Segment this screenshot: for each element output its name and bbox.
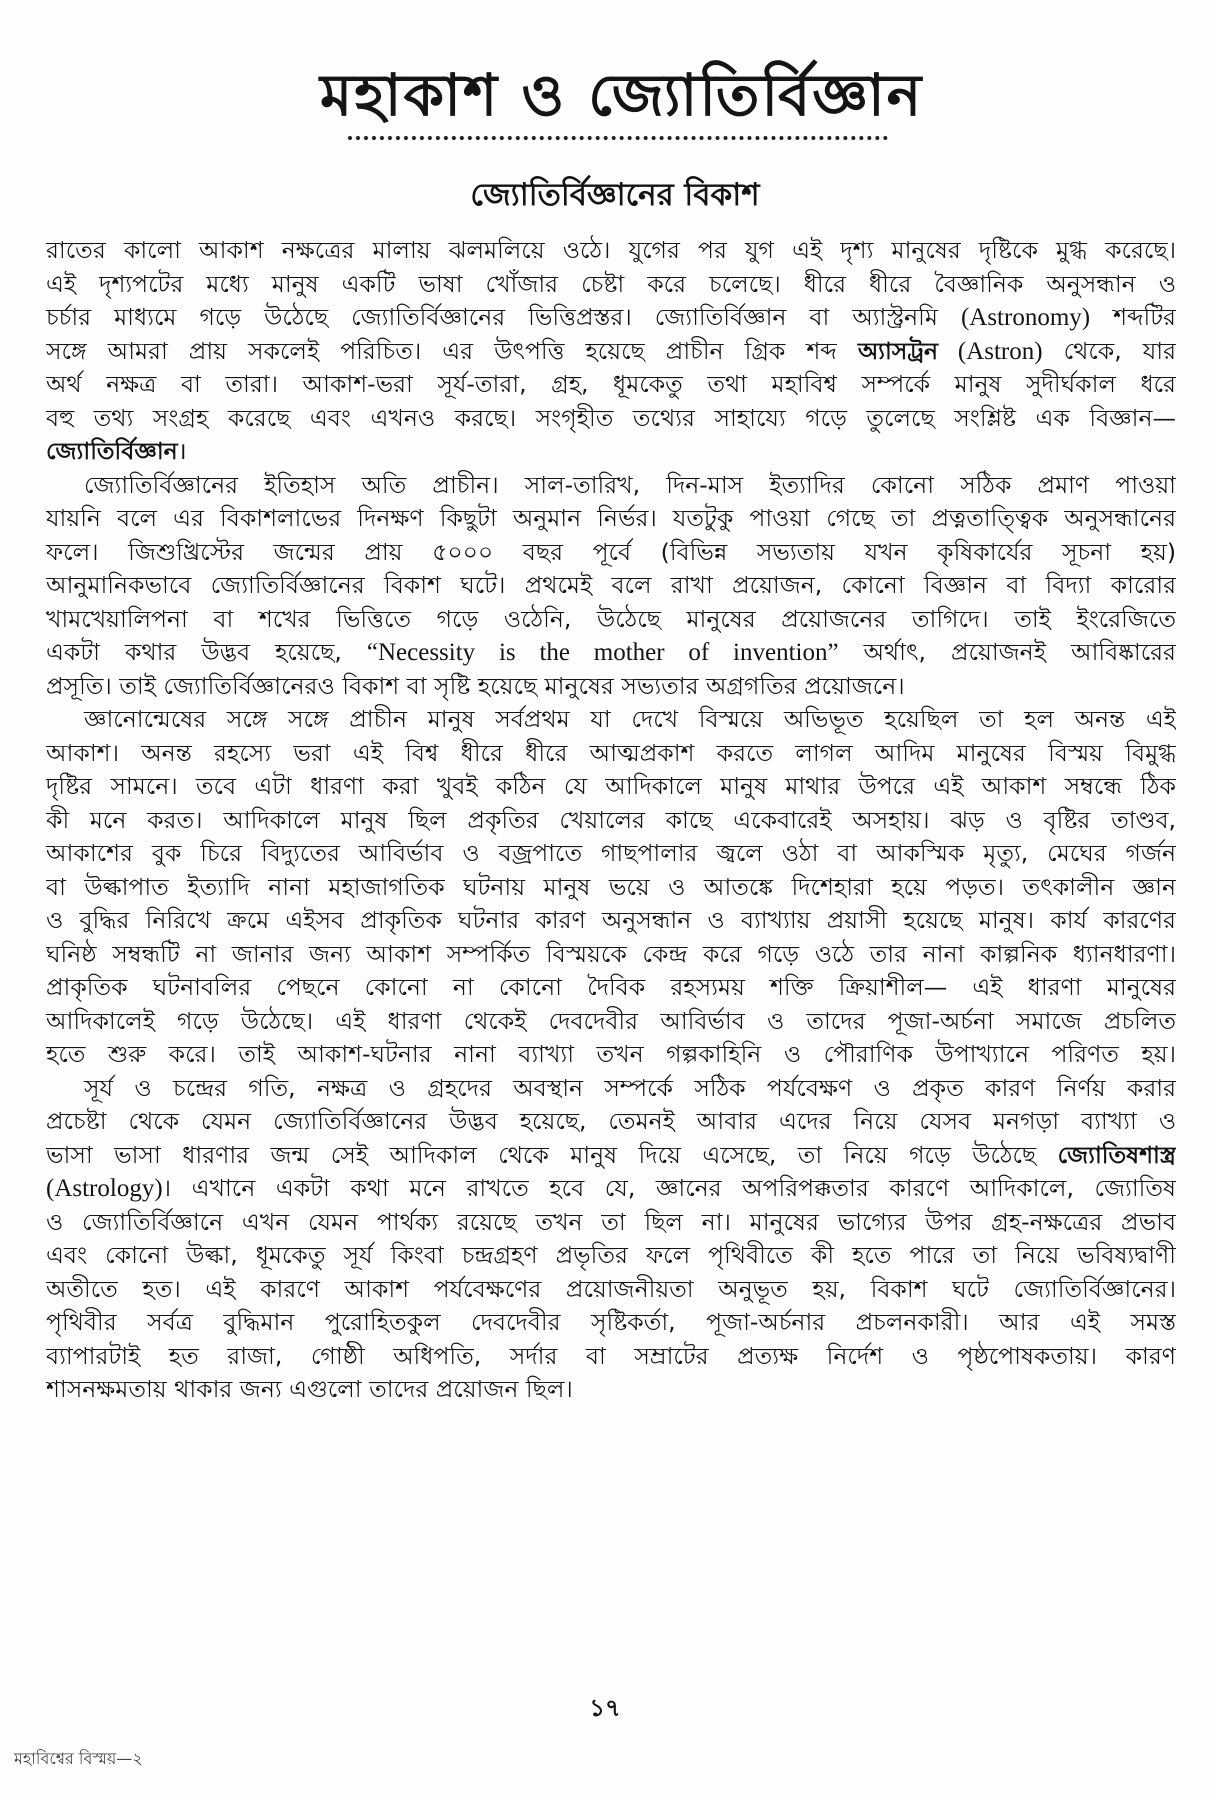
line-text: আকাশ। অনন্ত রহস্যে ভরা এই বিশ্ব ধীরে ধীরে আত্মপ্রকাশ করতে লাগল আদিম মানুষের বিস্ময় বিমুগ্ধ — [46, 738, 1176, 767]
line-text: অর্থ নক্ষত্র বা তারা। আকাশ-ভরা সূর্য-তারা, গ্রহ, ধূমকেতু তথা মহাবিশ্ব সম্পর্কে মানুষ সুদীর্ঘকাল ধরে — [46, 370, 1176, 398]
text-line — [46, 871, 1176, 905]
line-text: খামখেয়ালিপনা বা শখের ভিত্তিতে গড়ে ওঠেনি, উঠেছে মানুষের প্রয়োজনের তাগিদে। তাই ইংরেজিতে — [46, 604, 1176, 633]
line-text: ও জ্যোতির্বিজ্ঞানে এখন যেমন পার্থক্য রয়েছে তখন তা ছিল না। মানুষের ভাগ্যের উপর গ্রহ-নক্ষত্রের প্রভাব — [46, 1207, 1176, 1236]
text-line — [46, 1373, 1176, 1407]
line-text: এবং কোনো উল্কা, ধূমকেতু সূর্য কিংবা চন্দ্রগ্রহণ প্রভৃতির ফলে পৃথিবীতে কী হতে পারে তা নিয়ে ভবিষ্যদ্বাণী — [46, 1241, 1176, 1269]
text-line — [46, 1139, 1176, 1173]
english-term: (Astrology) — [46, 1175, 163, 1202]
chapter-title: মহাকাশ ও জ্যোতির্বিজ্ঞান — [320, 61, 924, 129]
text-line — [46, 837, 1176, 871]
text-line — [46, 301, 1176, 335]
line-text: ব্যাপারটাই হত রাজা, গোষ্ঠী অধিপতি, সর্দার বা সম্রাটের প্রত্যক্ষ নির্দেশ ও পৃষ্ঠপোষকতায়। কারণ — [46, 1341, 1176, 1370]
text-line — [46, 1273, 1176, 1307]
text-line — [46, 268, 1176, 302]
text-line — [46, 1306, 1176, 1340]
line-text: আদিকালেই গড়ে উঠেছে। এই ধারণা থেকেই দেবদেবীর আবির্ভাব ও তাদের পূজা-অর্চনা সমাজে প্রচলিত — [46, 1006, 1176, 1035]
line-text: ভাসা ভাসা ধারণার জন্ম সেই আদিকাল থেকে মানুষ দিয়ে এসেছে, তা নিয়ে গড়ে উঠেছে — [46, 1140, 1058, 1169]
text-line — [46, 469, 1176, 503]
line-text: বহু তথ্য সংগ্রহ করেছে এবং এখনও করছে। সংগৃহীত তথ্যের সাহায্যে গড়ে তুলেছে সংশ্লিষ্ট এক বিজ্ঞান— — [46, 403, 1176, 432]
text-line — [46, 703, 1176, 737]
text-line — [46, 502, 1176, 536]
line-text: দৃষ্টির সামনে। তবে এটা ধারণা করা খুবই কঠিন যে আদিকালে মানুষ মাথার উপরে এই আকাশ সম্বন্ধে ঠিক — [46, 772, 1176, 800]
line-text: কী মনে করত। আদিকালে মানুষ ছিল প্রকৃতির খেয়ালের কাছে একেবারেই অসহায়। ঝড় ও বৃষ্টির তাণ্ডব, — [46, 805, 1176, 834]
text-line — [46, 234, 1176, 268]
text-line — [46, 435, 1176, 469]
text-line — [46, 1172, 1176, 1206]
bold-term: জ্যোতিষশাস্ত্র — [1057, 1140, 1176, 1169]
text-line — [46, 636, 1176, 670]
line-text: হতে শুরু করে। তাই আকাশ-ঘটনার নানা ব্যাখ্যা তখন গল্পকাহিনি ও পৌরাণিক উপাখ্যানে পরিণত হয়। — [46, 1040, 1176, 1068]
line-text: আকাশের বুক চিরে বিদ্যুতের আবির্ভাব ও বজ্রপাতে গাছপালার জ্বলে ওঠা বা আকস্মিক মৃত্যু, মেঘের গর্জন — [46, 839, 1176, 867]
text-line — [46, 1005, 1176, 1039]
text-line — [46, 938, 1176, 972]
line-text: ঘনিষ্ঠ সম্বন্ধটি না জানার জন্য আকাশ সম্পর্কিত বিস্ময়কে কেন্দ্র করে গড়ে ওঠে তার নানা কাল্পনিক ধ্যানধারণা। — [46, 939, 1176, 968]
text-line — [46, 536, 1176, 570]
english-term: (Astronomy) — [960, 304, 1091, 331]
line-text: পৃথিবীর সর্বত্র বুদ্ধিমান পুরোহিতকুল দেবদেবীর সৃষ্টিকর্তা, পূজা-অর্চনার প্রচলনকারী। আর এই সমস্ত — [46, 1308, 1176, 1336]
text-line — [46, 770, 1176, 804]
line-text: অতীতে হত। এই কারণে আকাশ পর্যবেক্ষণের প্রয়োজনীয়তা অনুভূত হয়, বিকাশ ঘটে জ্যোতির্বিজ্ঞানের। — [46, 1274, 1176, 1303]
line-text: বা উল্কাপাত ইত্যাদি নানা মহাজাগতিক ঘটনায় মানুষ ভয়ে ও আতঙ্কে দিশেহারা হয়ে পড়ত। তৎকালীন জ্ঞান — [46, 872, 1176, 901]
text-line — [46, 603, 1176, 637]
line-text: জ্ঞানোন্মেষের সঙ্গে সঙ্গে প্রাচীন মানুষ সর্বপ্রথম যা দেখে বিস্ময়ে অভিভূত হয়েছিল তা হল অনন্ত এই — [84, 705, 1176, 733]
text-line — [46, 1340, 1176, 1374]
text-line — [46, 402, 1176, 436]
english-term: “Necessity is the mother of invention” — [366, 639, 839, 666]
section-heading: জ্যোতির্বিজ্ঞানের বিকাশ — [470, 177, 760, 213]
line-text: শব্দটির — [1090, 303, 1176, 331]
line-text: যায়নি বলে এর বিকাশলাভের দিনক্ষণ কিছুটা অনুমান নির্ভর। যতটুকু পাওয়া গেছে তা প্রত্নতাত্ত্বিক অনুসন্ধানের — [46, 504, 1176, 532]
text-line — [46, 1206, 1176, 1240]
english-term: (Astron) — [938, 337, 1043, 365]
text-line — [46, 737, 1176, 771]
line-text: এই দৃশ্যপটের মধ্যে মানুষ একটি ভাষা খোঁজার চেষ্টা করে চলেছে। ধীরে ধীরে বৈজ্ঞানিক অনুসন্ধান ও — [46, 269, 1176, 298]
line-text: প্রচেষ্টা থেকে যেমন জ্যোতির্বিজ্ঞানের উদ্ভব হয়েছে, তেমনই আবার এদের নিয়ে যেসব মনগড়া ব্যাখ্যা ও — [46, 1107, 1176, 1135]
body-text — [46, 234, 1176, 1407]
page-number: ১৭ — [589, 1694, 621, 1722]
running-footer: মহাবিশ্বের বিস্ময়—২ — [14, 1749, 143, 1768]
line-text: । এখানে একটা কথা মনে রাখতে হবে যে, জ্ঞানের অপরিপক্কতার কারণে আদিকালে, জ্যোতিষ — [162, 1174, 1176, 1202]
text-line — [46, 904, 1176, 938]
bold-term: জ্যোতির্বিজ্ঞান — [46, 437, 178, 465]
text-line — [46, 1239, 1176, 1273]
line-text: । — [177, 437, 187, 465]
text-line — [46, 569, 1176, 603]
text-line — [46, 368, 1176, 402]
line-text: শাসনক্ষমতায় থাকার জন্য এগুলো তাদের প্রয়োজন ছিল। — [46, 1375, 573, 1403]
line-text: থেকে, যার — [1042, 336, 1176, 365]
text-line — [46, 804, 1176, 838]
text-line — [46, 971, 1176, 1005]
line-text: প্রাকৃতিক ঘটনাবলির পেছনে কোনো না কোনো দৈবিক রহস্যময় শক্তি ক্রিয়াশীল— এই ধারণা মানুষের — [46, 973, 1176, 1001]
line-text: আনুমানিকভাবে জ্যোতির্বিজ্ঞানের বিকাশ ঘটে। প্রথমেই বলে রাখা প্রয়োজন, কোনো বিজ্ঞান বা বিদ্যা কারোর — [46, 571, 1176, 599]
dotted-title-divider — [348, 136, 888, 140]
text-line — [46, 335, 1176, 369]
line-text: ও বুদ্ধির নিরিখে ক্রমে এইসব প্রাকৃতিক ঘটনার কারণ অনুসন্ধান ও ব্যাখ্যায় প্রয়াসী হয়েছে মানুষ। কার্য কারণের — [46, 906, 1176, 934]
line-text: চর্চার মাধ্যমে গড়ে উঠেছে জ্যোতির্বিজ্ঞানের ভিত্তিপ্রস্তর। জ্যোতির্বিজ্ঞান বা অ্যাস্ট্রনমি — [46, 303, 961, 331]
line-text: রাতের কালো আকাশ নক্ষত্রের মালায় ঝলমলিয়ে ওঠে। যুগের পর যুগ এই দৃশ্য মানুষের দৃষ্টিকে মুগ্ধ করেছে। — [46, 236, 1176, 264]
text-line — [46, 1038, 1176, 1072]
line-text: প্রসূতি। তাই জ্যোতির্বিজ্ঞানেরও বিকাশ বা সৃষ্টি হয়েছে মানুষের সভ্যতার অগ্রগতির প্রয়োজনে। — [46, 671, 905, 700]
line-text: একটা কথার উদ্ভব হয়েছে, — [46, 638, 367, 666]
text-line — [46, 1105, 1176, 1139]
line-text: জ্যোতির্বিজ্ঞানের ইতিহাস অতি প্রাচীন। সাল-তারিখ, দিন-মাস ইত্যাদির কোনো সঠিক প্রমাণ পাওয়া — [84, 470, 1176, 499]
text-line — [46, 670, 1176, 704]
line-text: সূর্য ও চন্দ্রের গতি, নক্ষত্র ও গ্রহদের অবস্থান সম্পর্কে সঠিক পর্যবেক্ষণ ও প্রকৃত কারণ নির্ণয় করার — [84, 1073, 1176, 1102]
text-line — [46, 1072, 1176, 1106]
bold-term: অ্যাসট্রন — [857, 336, 939, 365]
line-text: সঙ্গে আমরা প্রায় সকলেই পরিচিত। এর উৎপত্তি হয়েছে প্রাচীন গ্রিক শব্দ — [46, 336, 858, 365]
line-text: ফলে। জিশুখ্রিস্টের জন্মের প্রায় ৫০০০ বছর পূর্বে (বিভিন্ন সভ্যতায় যখন কৃষিকার্যের সূচনা হয়) — [46, 537, 1176, 566]
line-text: অর্থাৎ, প্রয়োজনই আবিষ্কারের — [838, 638, 1176, 666]
